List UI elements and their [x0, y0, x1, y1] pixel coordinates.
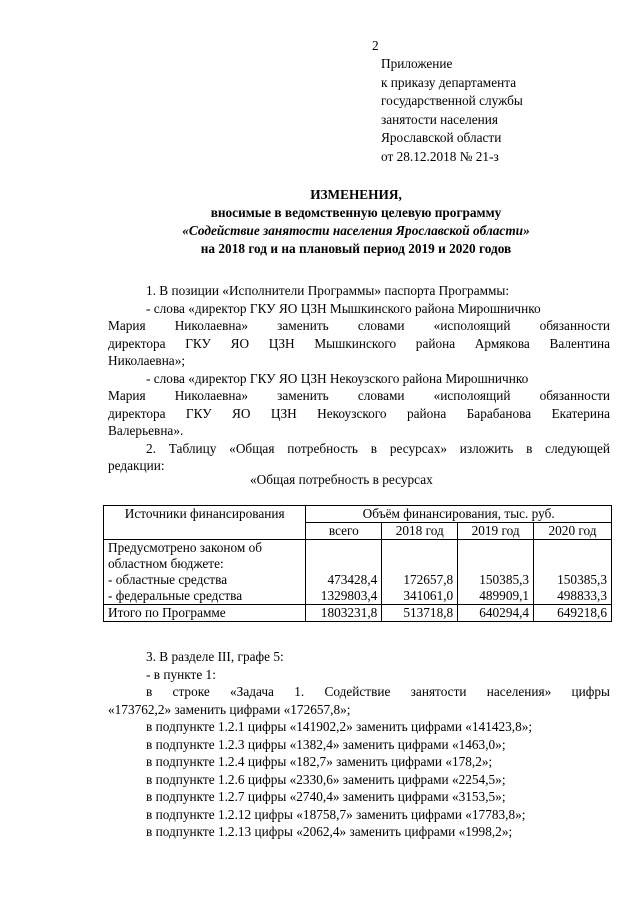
table-row	[104, 540, 612, 605]
value: 498833,3	[557, 588, 607, 603]
value: 150385,3	[479, 572, 530, 587]
subitem-line: в подпункте 1.2.12 цифры «18758,7» заменить цифрами «17783,8»;	[146, 806, 526, 822]
subitem-line: в подпункте 1.2.3 цифры «1382,4» заменить цифрами «1463,0»;	[146, 736, 506, 752]
table-caption: «Общая потребность в ресурсах	[250, 472, 433, 487]
section-3	[108, 648, 610, 841]
table-total-row	[104, 605, 612, 622]
heading-line: на 2018 год и на плановый период 2019 и 2020 годов	[200, 241, 512, 256]
block-label-line: Предусмотрено законом об	[108, 540, 263, 555]
section-1-2	[108, 282, 610, 475]
section3-point: - в пункте 1:	[146, 666, 216, 682]
section2-line: 2. Таблицу «Общая потребность в ресурсах» изложить в следующей	[146, 440, 610, 456]
subheader-2019: 2019 год	[458, 523, 534, 540]
value: 172657,8	[403, 572, 454, 587]
value: 150385,3	[557, 572, 607, 587]
table-header-row	[104, 506, 612, 523]
section1-item2-line: - слова «директор ГКУ ЯО ЦЗН Некоузского района Мирошничнко	[146, 370, 529, 386]
section1-item1-line: - слова «директор ГКУ ЯО ЦЗН Мышкинского района Мирошничнко	[146, 300, 541, 316]
subitem-line: в подпункте 1.2.7 цифры «2740,4» заменить цифрами «3153,5»;	[146, 789, 506, 804]
total-value: 1803231,8	[306, 605, 382, 622]
section1-item1-line: директора ГКУ ЯО ЦЗН Мышкинского района Армякова Валентина	[108, 335, 610, 351]
section1-item1-line: Мария Николаевна» заменить словами «исполоящий обязанности	[108, 318, 610, 333]
cell-2018	[382, 540, 458, 605]
subitem-line: в подпункте 1.2.4 цифры «182,7» заменить цифрами «178,2»;	[146, 754, 493, 769]
section3-task-line: «173762,2» заменить цифрами «172657,8»;	[108, 701, 351, 717]
resources-table	[103, 505, 612, 622]
section1-item2-line: директора ГКУ ЯО ЦЗН Некоузского района Барабанова Екатерина	[108, 405, 610, 421]
subitem-line: в подпункте 1.2.6 цифры «2330,6» заменить цифрами «2254,5»;	[146, 771, 506, 787]
appendix-line: государственной службы	[381, 93, 523, 108]
subheader-2020: 2020 год	[534, 523, 612, 540]
row-label	[104, 540, 306, 605]
value: 1329803,4	[320, 588, 378, 603]
section3-task-line: в строке «Задача 1. Содействие занятости населения» цифры	[146, 684, 610, 699]
heading-title: ИЗМЕНЕНИЯ,	[310, 187, 402, 202]
appendix-line: Ярославской области	[381, 130, 502, 145]
appendix-block	[381, 55, 631, 166]
value: 341061,0	[403, 588, 454, 603]
cell-2019	[458, 540, 534, 605]
value: 473428,4	[327, 572, 378, 587]
total-value: 513718,8	[382, 605, 458, 622]
section1-item1-line: Николаевна»;	[108, 353, 186, 368]
page-number: 2	[372, 38, 379, 53]
subitem-line: в подпункте 1.2.13 цифры «2062,4» заменить цифрами «1998,2»;	[146, 824, 513, 839]
block-label-line: областном бюджете:	[108, 556, 224, 571]
heading-program-name: «Содействие занятости населения Ярославской области»	[182, 223, 530, 238]
subheader-total: всего	[306, 523, 382, 540]
section1-item2-line: Валерьевна».	[108, 423, 184, 438]
appendix-line: занятости населения	[381, 111, 499, 127]
cell-2020	[534, 540, 612, 605]
total-value: 649218,6	[534, 605, 612, 622]
section3-title: 3. В разделе III, графе 5:	[146, 649, 284, 664]
header-volume: Объём финансирования, тыс. руб.	[306, 506, 612, 523]
appendix-line: Приложение	[381, 56, 453, 71]
section1-title: 1. В позиции «Исполнители Программы» паспорта Программы:	[146, 283, 510, 298]
appendix-line: от 28.12.2018 № 21-з	[381, 148, 499, 164]
section1-item2-line: Мария Николаевна» заменить словами «исполоящий обязанности	[108, 388, 610, 403]
value: 489909,1	[479, 588, 530, 603]
federal-label: - федеральные средства	[108, 588, 243, 603]
section2-line: редакции:	[108, 458, 165, 473]
appendix-line: к приказу департамента	[381, 74, 517, 90]
total-label: Итого по Программе	[104, 605, 306, 622]
document-heading	[106, 186, 606, 258]
subheader-2018: 2018 год	[382, 523, 458, 540]
regional-label: - областные средства	[108, 572, 228, 587]
header-source: Источники финансирования	[104, 506, 306, 540]
cell-total	[306, 540, 382, 605]
heading-line: вносимые в ведомственную целевую программу	[210, 205, 502, 220]
total-value: 640294,4	[458, 605, 534, 622]
subitem-line: в подпункте 1.2.1 цифры «141902,2» заменить цифрами «141423,8»;	[146, 719, 533, 734]
